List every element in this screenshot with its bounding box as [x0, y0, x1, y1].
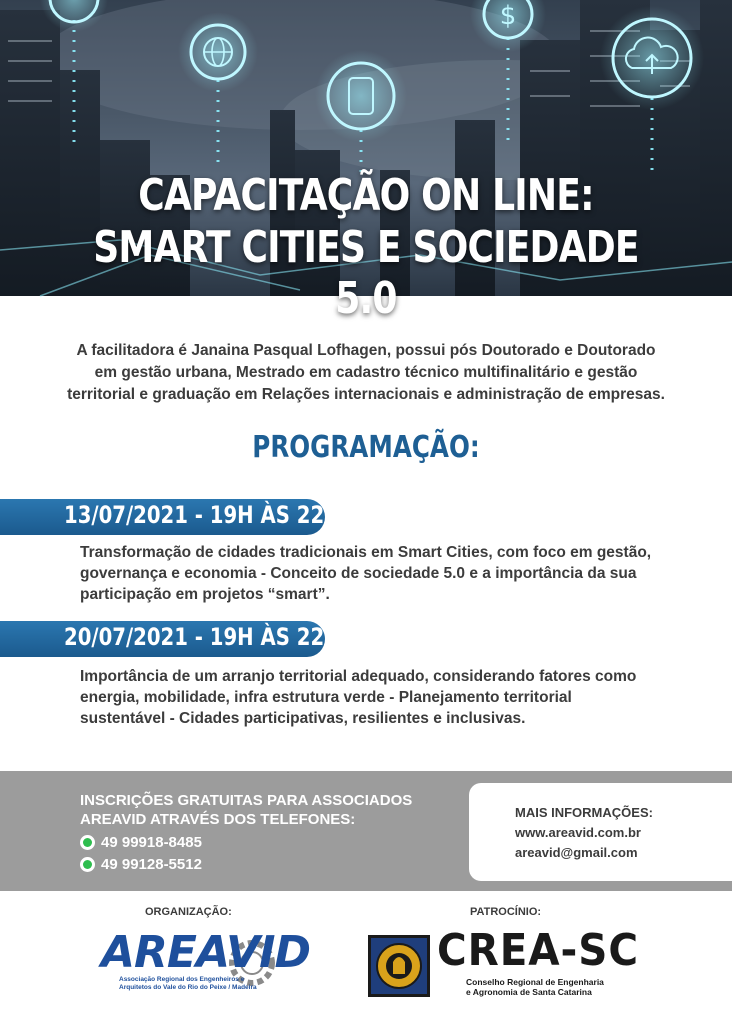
organization-label: ORGANIZAÇÃO: [145, 906, 232, 918]
facilitator-intro [40, 340, 692, 406]
whatsapp-icon [80, 857, 95, 872]
crea-logo-text: CREA-SC [437, 925, 639, 976]
intro-line: A facilitadora é Janaina Pasqual Lofhagen, possui pós Doutorado e Doutorado [76, 342, 656, 359]
sponsor-label: PATROCÍNIO: [470, 906, 542, 918]
session-line: energia, mobilidade, infra estrutura verde - Planejamento territorial [80, 689, 572, 706]
session-date: 13/07/2021 - 19H ÀS 22H [64, 501, 341, 529]
session-line: participação em projetos “smart”. [80, 586, 330, 603]
session-date: 20/07/2021 - 19H ÀS 22H [64, 623, 341, 651]
phone-number: 49 99918-8485 [101, 834, 202, 851]
session-line: Importância de um arranjo territorial adequado, considerando fatores como [80, 668, 637, 685]
globe-icon [178, 12, 258, 92]
crea-logo-subtitle [466, 977, 604, 997]
hero-title-line1: CAPACITAÇÃO ON LINE: [138, 170, 594, 221]
info-website-link[interactable]: www.areavid.com.br [515, 825, 641, 840]
smartphone-icon [315, 50, 407, 142]
session-line: sustentável - Cidades participativas, resilientes e inclusivas. [80, 710, 526, 727]
cloud-upload-icon [600, 6, 704, 110]
info-email-link[interactable]: areavid@gmail.com [515, 845, 638, 860]
svg-text:$: $ [499, 1, 517, 31]
hero-title-line2: SMART CITIES E SOCIEDADE 5.0 [93, 222, 639, 324]
registration-line: AREAVID ATRAVÉS DOS TELEFONES: [80, 811, 356, 828]
session-line: Transformação de cidades tradicionais em Smart Cities, com foco em gestão, [80, 544, 652, 561]
session-description [80, 666, 700, 729]
hero-banner [0, 0, 732, 324]
intro-line: territorial e graduação em Relações internacionais e administração de empresas. [67, 386, 665, 403]
info-box [469, 783, 732, 881]
whatsapp-icon [80, 835, 95, 850]
registration-heading [80, 791, 460, 829]
registration-band [0, 771, 732, 891]
intro-line: em gestão urbana, Mestrado em cadastro técnico multifinalitário e gestão [94, 364, 638, 381]
info-label: MAIS INFORMAÇÕES: [515, 805, 653, 820]
session-line: governança e economia - Conceito de sociedade 5.0 e a importância da sua [80, 565, 637, 582]
crea-sub-line: e Agronomia de Santa Catarina [466, 987, 592, 997]
phone-contact[interactable] [80, 856, 202, 873]
crea-emblem-icon [368, 935, 430, 997]
phone-number: 49 99128-5512 [101, 856, 202, 873]
areavid-logo-subtitle: Associação Regional dos Engenheiros e Arquitetos do Vale do Rio do Peixe / Madeira [119, 976, 257, 991]
session-description [80, 542, 700, 605]
phone-contact[interactable] [80, 834, 202, 851]
program-title: PROGRAMAÇÃO: [252, 430, 480, 465]
session-date-bar [0, 499, 341, 535]
areavid-logo-text: AREAVID [101, 927, 311, 978]
crea-sub-line: Conselho Regional de Engenharia [466, 977, 604, 987]
areavid-logo [95, 925, 311, 1000]
registration-line: INSCRIÇÕES GRATUITAS PARA ASSOCIADOS [80, 792, 413, 809]
session-date-bar [0, 621, 341, 657]
